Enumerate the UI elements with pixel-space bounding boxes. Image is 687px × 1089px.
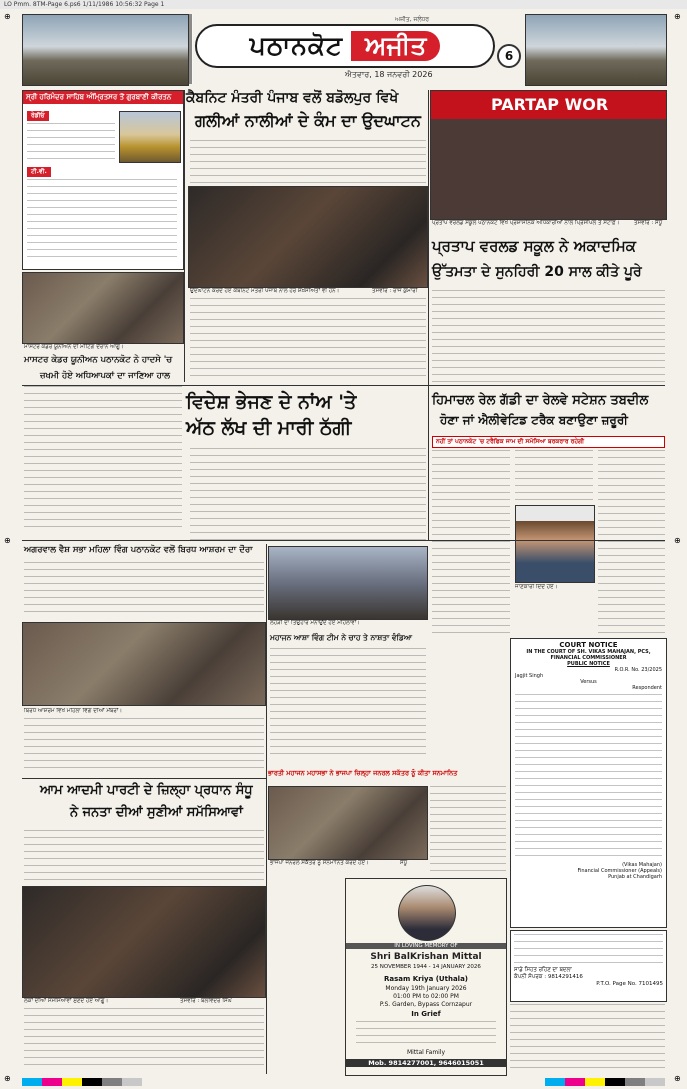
masthead-logo [195,24,495,68]
kirtan-tag-tv: ਟੀ.ਵੀ. [27,167,51,177]
rail-headline-2: ਹੋਣਾ ਜਾਂ ਐਲੀਵੇਟਿਡ ਟਰੈਕ ਬਣਾਉਣਾ ਜ਼ਰੂਰੀ [440,413,628,427]
rail-subhead: ਨਹੀਂ ਤਾਂ ਪਠਾਨਕੋਟ 'ਚ ਟਰੈਫਿਕ ਜਾਮ ਦੀ ਸਮੱਸਿਆ ਬਰਕਰਾਰ ਰਹੇਗੀ [432,436,665,448]
registration-mark-icon: ⊕ [4,1074,11,1083]
court-notice-line2: PUBLIC NOTICE [567,661,610,667]
divider [22,385,665,386]
bottom-ad-line2: ਕੰਪਨੀ ਸੰਪਰਕ : 9814291416 [514,974,583,980]
cabinet-credit: ਤਸਵੀਰ : ਰਾਜ ਕੁਮਾਰੀ [372,288,418,294]
obituary-name: Shri BalKrishan Mittal [370,952,482,962]
rail-body-2 [515,450,593,502]
rail-body-3 [598,450,665,635]
fraud-headline-1: ਵਿਦੇਸ਼ ਭੇਜਣ ਦੇ ਨਾਂਅ 'ਤੇ [186,391,357,413]
masthead [195,16,495,82]
obituary-relatives [356,1021,496,1047]
bhajpa-credit: ਸੰਧੂ [400,860,408,866]
fraud-body [190,448,426,540]
aap-body [24,830,264,880]
registration-mark-icon: ⊕ [4,536,11,545]
kirtan-tag-radio: ਰੇਡੀਓ [27,111,49,121]
court-notice-body [515,694,662,859]
registration-mark-icon: ⊕ [4,12,11,21]
bhajpa-body [430,786,506,872]
kirtan-schedule [27,179,177,263]
header-ornament [189,14,193,84]
bottom-ad-line1: ਸਾਡੇ ਸਿਹਤ ਰਹਿਣ ਦਾ ਬਦਲਾ [514,967,572,973]
partap-banner: PARTAP WOR [491,95,609,114]
master-headline-1: ਮਾਸਟਰ ਕੇਡਰ ਯੂਨੀਅਨ ਪਠਾਨਕੋਟ ਨੇ ਹਾਦਸੇ 'ਚ [24,355,173,365]
aap-body-2 [24,1008,264,1070]
master-body [24,386,182,532]
column-rule [266,544,267,1074]
divider [22,540,665,541]
partap-caption: ਪ੍ਰਤਾਪ ਵਰਲਡ ਸਕੂਲ ਪਠਾਨਕੋਟ ਵਿਖੇ ਪ੍ਰਸ਼ਾਸਨਿਕ ਅਧਿਕਾਰੀਆਂ ਨਾਲ ਪ੍ਰਿੰਸੀਪਲ ਤੇ ਸਟਾਫ਼। [432,220,620,226]
obituary-dates: 25 NOVEMBER 1944 - 14 JANUARY 2026 [371,964,481,970]
masthead-title-left: ਪਠਾਨਕੋਟ [249,31,344,60]
partap-photo [430,90,667,220]
obituary-venue: P.S. Garden, Bypass Cornzapur [379,1001,473,1008]
lohri-photo [268,546,428,620]
obituary-time: 01:00 PM to 02:00 PM [393,993,459,1000]
aap-headline-1: ਆਮ ਆਦਮੀ ਪਾਰਟੀ ਦੇ ਜ਼ਿਲ੍ਹਾ ਪ੍ਰਧਾਨ ਸੰਧੂ [40,783,253,798]
rail-body-1 [432,450,510,635]
court-notice [510,638,667,928]
ashram-headline: ਅਗਰਵਾਲ ਵੈਸ਼ ਸਭਾ ਮਹਿਲਾ ਵਿੰਗ ਪਠਾਨਕੋਟ ਵਲੋਂ ਬਿਰਧ ਆਸ਼ਰਮ ਦਾ ਦੌਰਾ [24,545,253,555]
court-notice-footer-1: (Vikas Mahajan) [622,862,662,868]
ashram-body [24,562,264,616]
ashram-photo [22,622,266,706]
header-photo-left [22,14,189,86]
bottom-right-text [510,1004,665,1070]
registration-mark-icon: ⊕ [674,1074,681,1083]
court-notice-footer-3: Punjab at Chandigarh [608,874,662,880]
masthead-edition: ਅਜੀਤ, ਜਲੰਧਰ [395,16,430,23]
aap-headline-2: ਨੇ ਜਨਤਾ ਦੀਆਂ ਸੁਣੀਆਂ ਸਮੱਸਿਆਵਾਂ [70,805,243,820]
court-notice-case: R.O.R. No. 23/2025 [614,667,662,673]
color-bar-left [22,1078,142,1086]
kirtan-headline: ਸ੍ਰੀ ਹਰਿਮੰਦਰ ਸਾਹਿਬ ਅੰਮ੍ਰਿਤਸਰ ਤੋਂ ਗੁਰਬਾਣੀ ਕੀਰਤਨ [23,91,183,104]
cabinet-headline-2: ਗਲੀਆਂ ਨਾਲੀਆਂ ਦੇ ਕੰਮ ਦਾ ਉਦਘਾਟਨ [195,111,421,130]
bottom-ad-line3: P.T.O. Page No. 7101495 [596,981,663,987]
color-bar-right [545,1078,665,1086]
obituary-photo [398,885,456,941]
bottom-ad-text [514,934,663,964]
partap-headline-2: ਉੱਤਮਤਾ ਦੇ ਸੁਨਹਿਰੀ 20 ਸਾਲ ਕੀਤੇ ਪੂਰੇ [432,264,642,280]
court-notice-footer-2: Financial Commissioner (Appeals) [577,868,662,874]
master-photo [22,272,184,344]
cabinet-body [190,140,426,185]
fraud-headline-2: ਅੱਠ ਲੱਖ ਦੀ ਮਾਰੀ ਠੱਗੀ [186,417,352,439]
obituary-heading: IN LOVING MEMORY OF [346,943,506,949]
header-photo-right [525,14,667,86]
court-notice-line1: IN THE COURT OF SH. VIKAS MAHAJAN, PCS, FINANCIAL COMMISSIONER [526,649,651,661]
ashram-body-2 [24,718,264,774]
court-notice-versus: Versus [580,679,597,685]
cabinet-photo [188,186,428,288]
partap-credit: ਤਸਵੀਰ : ਸੰਧੂ [634,220,663,226]
court-notice-respondent: Respondent [632,685,662,691]
lohri-body [270,648,426,758]
masthead-title-right: ਅਜੀਤ [351,31,440,61]
bhajpa-caption: ਭਾਜਪਾ ਜਨਰਲ ਸਕੱਤਰ ਨੂੰ ਸਨਮਾਨਿਤ ਕਰਦੇ ਹੋਏ। [270,860,369,866]
obituary-mobile: Mob. 9814277001, 9646015051 [346,1059,506,1067]
obituary-ceremony: Rasam Kriya (Uthala) [384,975,468,983]
obituary-grief: In Grief [411,1010,441,1018]
partap-body [432,290,665,382]
ashram-caption: ਬਿਰਧ ਆਸ਼ਰਮ ਵਿਖੇ ਮਹਿਲਾ ਵਿੰਗ ਦੀਆਂ ਮੈਂਬਰਾਂ। [24,708,123,714]
master-caption: ਮਾਸਟਰ ਕੇਡਰ ਯੂਨੀਅਨ ਦੀ ਮੀਟਿੰਗ ਦੌਰਾਨ ਆਗੂ। [24,344,124,350]
page-number: 6 [497,44,521,68]
lohri-caption: ਲੋਹੜੀ ਦਾ ਤਿਉਹਾਰ ਮਨਾਉਂਦੇ ਹੋਏ ਮਹਿਲਾਵਾਂ। [270,620,360,626]
divider [22,778,266,779]
rail-headline-1: ਹਿਮਾਚਲ ਰੇਲ ਗੱਡੀ ਦਾ ਰੇਲਵੇ ਸਟੇਸ਼ਨ ਤਬਦੀਲ [432,393,649,408]
rail-caption: ਜਾਣਕਾਰੀ ਦਿੰਦੇ ਹੋਏ। [515,584,558,590]
kirtan-box [22,90,184,270]
court-notice-title: COURT NOTICE [559,641,618,649]
bhajpa-headline: ਭਾਰਤੀ ਮਹਾਜਨ ਮਹਾਸਭਾ ਨੇ ਭਾਜਪਾ ਜ਼ਿਲ੍ਹਾ ਜਨਰਲ ਸਕੱਤਰ ਨੂੰ ਕੀਤਾ ਸਨਮਾਨਿਤ [268,769,458,777]
lohri-headline: ਮਹਾਜਨ ਆਸ਼ਾ ਵਿੰਗ ਟੀਮ ਨੇ ਚਾਹ ਤੇ ਨਾਸ਼ਤਾ ਵੰਡਿਆ [270,633,412,642]
court-notice-petitioner: Jagjit Singh [515,673,544,679]
cabinet-body-2 [190,298,426,380]
column-rule [184,90,185,382]
obituary-family: Mittal Family [406,1049,446,1056]
aap-credit: ਤਸਵੀਰ : ਬਲਵਿੰਦਰ ਸਿੰਘ [180,998,232,1004]
partap-headline-1: ਪ੍ਰਤਾਪ ਵਰਲਡ ਸਕੂਲ ਨੇ ਅਕਾਦਮਿਕ [432,237,637,255]
bottom-right-ad [510,930,667,1002]
print-strip: LO Pmm. 8TM-Page 6.ps6 1/11/1986 10:56:32 Page 1 [0,0,687,9]
cabinet-headline-1: ਕੈਬਨਿਟ ਮੰਤਰੀ ਪੰਜਾਬ ਵਲੋਂ ਬਡੋਲਪੁਰ ਵਿਖੇ [186,90,399,106]
kirtan-text [27,123,115,163]
golden-temple-photo [119,111,181,163]
column-rule [428,90,429,540]
obituary-day: Monday 19th January 2026 [385,985,467,992]
registration-mark-icon: ⊕ [674,12,681,21]
rail-portrait [515,505,595,583]
master-headline-2: ਜ਼ਖਮੀ ਹੋਏ ਅਧਿਆਪਕਾਂ ਦਾ ਜਾਣਿਆ ਹਾਲ [40,371,171,381]
aap-photo [22,886,266,998]
cabinet-caption: ਉਦਘਾਟਨ ਕਰਦੇ ਹੋਏ ਕੈਬਨਿਟ ਮੰਤਰੀ ਪੰਜਾਬ ਨਾਲ ਹੋਰ ਸ਼ਖ਼ਸੀਅਤਾਂ ਵੀ ਹਨ। [190,288,340,294]
masthead-date: ਐਤਵਾਰ, 18 ਜਨਵਰੀ 2026 [345,70,433,79]
obituary-ad [345,878,507,1076]
registration-mark-icon: ⊕ [674,536,681,545]
bhajpa-photo [268,786,428,860]
aap-caption: ਲੋਕਾਂ ਦੀਆਂ ਸਮੱਸਿਆਵਾਂ ਸੁਣਦੇ ਹੋਏ ਆਗੂ। [24,998,109,1004]
